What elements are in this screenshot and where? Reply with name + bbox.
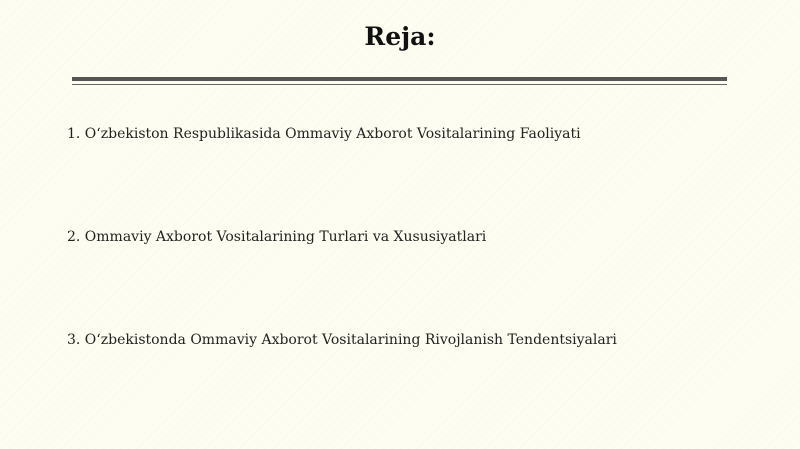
title-divider-thick: [72, 77, 727, 81]
plan-item-1: 1. O‘zbekiston Respublikasida Ommaviy Axborot Vositalarining Faoliyati: [67, 126, 581, 142]
plan-item-3: 3. O‘zbekistonda Ommaviy Axborot Vositalarining Rivojlanish Tendentsiyalari: [67, 332, 617, 348]
title-divider-thin: [72, 84, 727, 85]
plan-item-2: 2. Ommaviy Axborot Vositalarining Turlari va Xususiyatlari: [67, 229, 487, 245]
slide-title: Reja:: [364, 22, 436, 51]
